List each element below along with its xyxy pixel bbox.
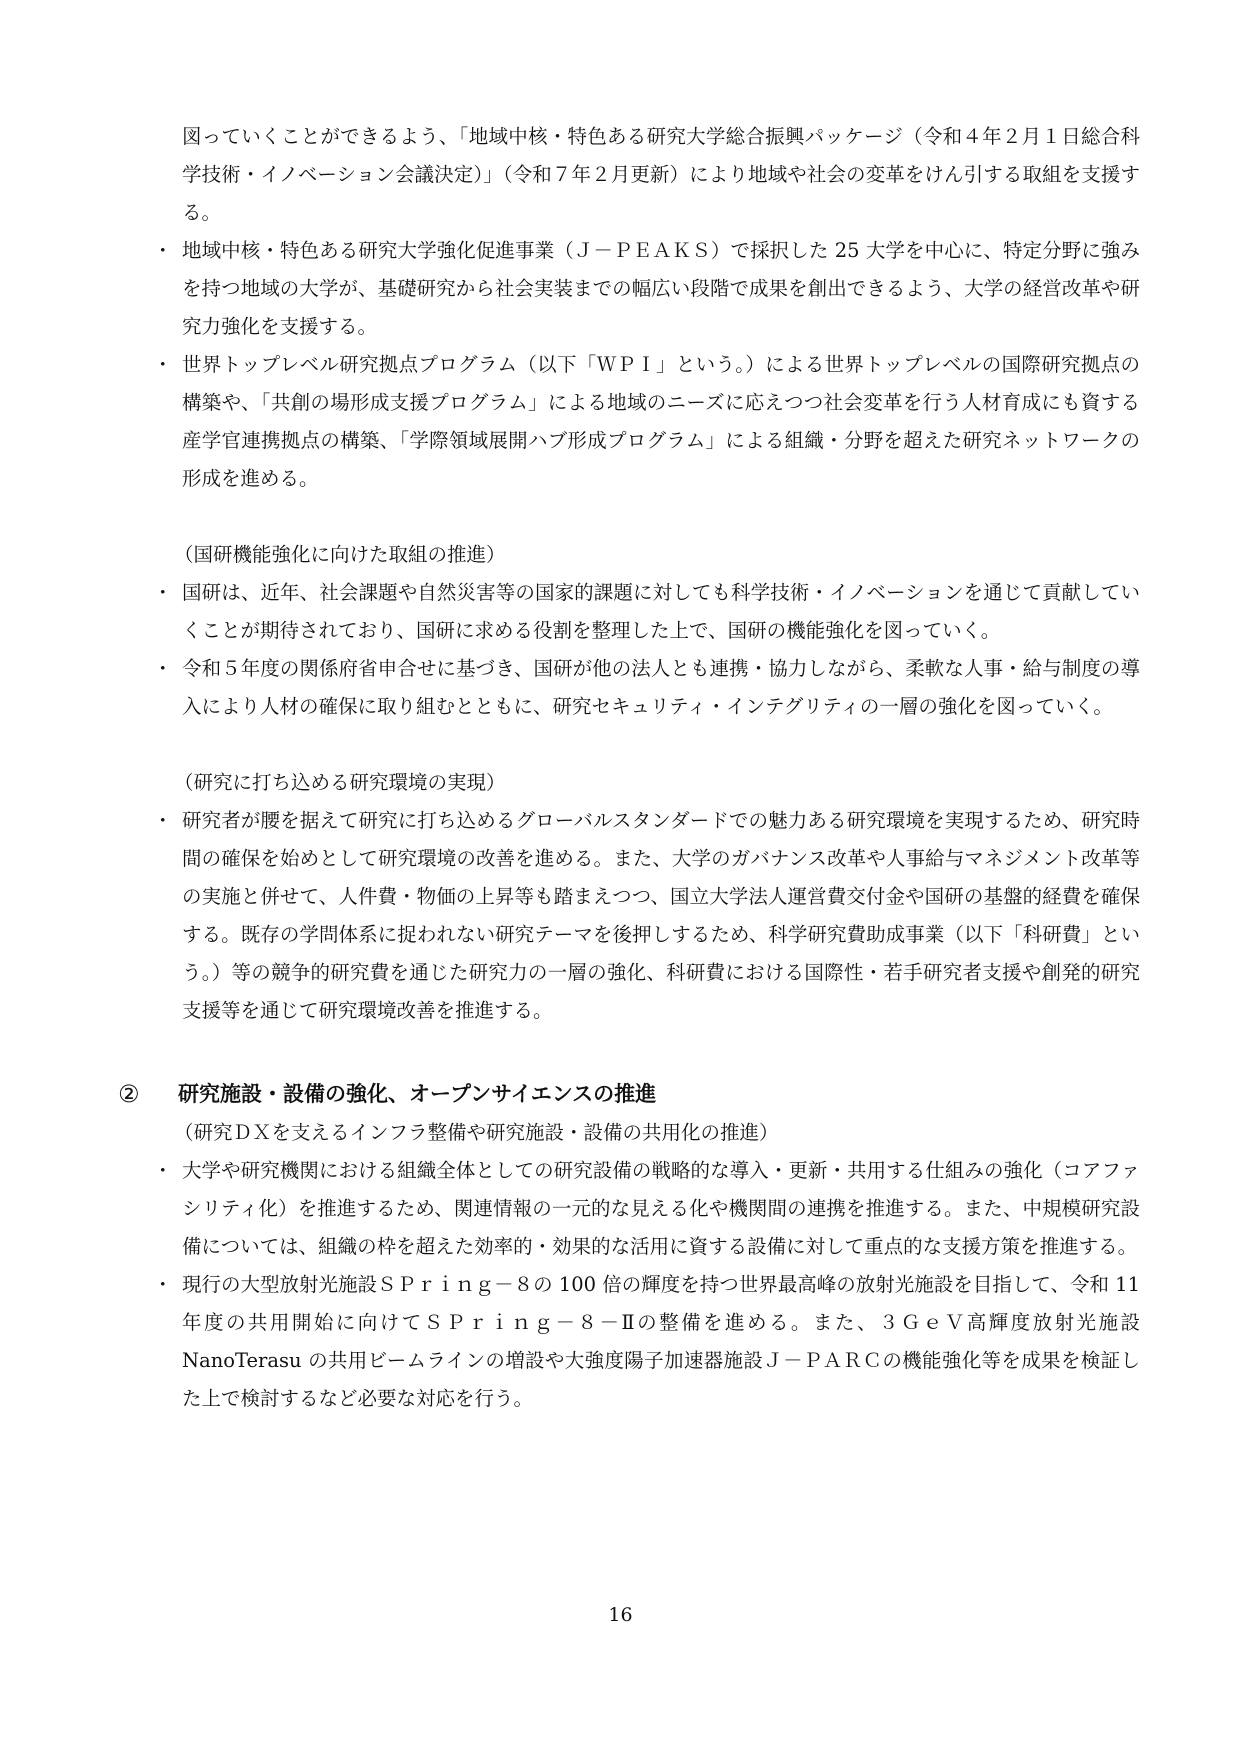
- bullet-item-kokken-personnel: [150, 650, 1140, 726]
- page-content: [118, 118, 1140, 1418]
- bullet-marker: ・: [153, 239, 173, 262]
- bullet-item-text: 研究者が腰を据えて研究に打ち込めるグローバルスタンダードでの魅力ある研究環境を実現するため、研究時間の確保を始めとして研究環境の改善を進める。また、大学のガバナンス改革や人事給与マネジメント改革等の実施と併せて、人件費・物価の上昇等も踏まえつつ、国立大学法人運営費交付金や国研の基盤的経費を確保する。既存の学問体系に捉われない研究テーマを後押しするため、科学研究費助成事業（以下「科研費」という。）等の競争的研究費を通じた研究力の一層の強化、科研費における国際性・若手研究者支援や創発的研究支援等を通じて研究環境改善を推進する。: [182, 809, 1140, 1022]
- bullet-marker: ・: [153, 1159, 173, 1182]
- section1-bullet-list: [150, 232, 1140, 498]
- bullet-item-text: 大学や研究機関における組織全体としての研究設備の戦略的な導入・更新・共用する仕組みの強化（コアファシリティ化）を推進するため、関連情報の一元的な見える化や機関間の連携を推進する。また、中規模研究設備については、組織の枠を超えた効率的・効果的な活用に資する設備に対して重点的な支援方策を推進する。: [182, 1159, 1140, 1258]
- subheading-kokken: （国研機能強化に向けた取組の推進）: [174, 543, 506, 566]
- bullet-marker: ・: [153, 353, 173, 376]
- bullet-item-spring8: [150, 1266, 1140, 1418]
- section2-bullet-list: [150, 1152, 1140, 1418]
- bullet-item-text: 地域中核・特色ある研究大学強化促進事業（Ｊ－ＰＥＡＫＳ）で採択した 25 大学を中心に、特定分野に強みを持つ地域の大学が、基礎研究から社会実装までの幅広い段階で成果を創出できるよう、大学の経営改革や研究力強化を支援する。: [182, 239, 1140, 338]
- section2-number: ②: [118, 1080, 140, 1108]
- page-number: 16: [608, 1604, 633, 1626]
- environment-bullet-list: [150, 802, 1140, 1030]
- bullet-item-text: 世界トップレベル研究拠点プログラム（以下「ＷＰＩ」という。）による世界トップレベルの国際研究拠点の構築や、「共創の場形成支援プログラム」による地域のニーズに応えつつ社会変革を行う人材育成にも資する産学官連携拠点の構築、「学際領域展開ハブ形成プログラム」による組織・分野を超えた研究ネットワークの形成を進める。: [182, 353, 1140, 490]
- section2-heading: [118, 1074, 1140, 1114]
- bullet-marker: ・: [153, 581, 173, 604]
- bullet-item-core-facility: [150, 1152, 1140, 1266]
- bullet-item-j-peaks: [150, 232, 1140, 346]
- kokken-bullet-list: [150, 574, 1140, 726]
- bullet-item-kokken-role: [150, 574, 1140, 650]
- bullet-item-wpi: [150, 346, 1140, 498]
- bullet-marker: ・: [153, 657, 173, 680]
- section2-title: 研究施設・設備の強化、オープンサイエンスの推進: [178, 1082, 657, 1106]
- bullet-item-text: 現行の大型放射光施設ＳＰｒｉｎｇ－８の 100 倍の輝度を持つ世界最高峰の放射光施設を目指して、令和 11 年度の共用開始に向けてＳＰｒｉｎｇ－８－Ⅱの整備を進める。また、３ＧｅＶ高輝度放射光施設 NanoTerasu の共用ビームラインの増設や大強度陽子加速器施設Ｊ－ＰＡＲＣの機能強化等を成果を検証した上で検討するなど必要な対応を行う。: [182, 1273, 1140, 1410]
- bullet-marker: ・: [153, 809, 173, 832]
- bullet-item-text: 令和５年度の関係府省申合せに基づき、国研が他の法人とも連携・協力しながら、柔軟な人事・給与制度の導入により人材の確保に取り組むとともに、研究セキュリティ・インテグリティの一層の強化を図っていく。: [182, 657, 1140, 718]
- bullet-item-text: 国研は、近年、社会課題や自然災害等の国家的課題に対しても科学技術・イノベーションを通じて貢献していくことが期待されており、国研に求める役割を整理した上で、国研の機能強化を図っていく。: [182, 581, 1140, 642]
- intro-continuation-paragraph: 図っていくことができるよう、「地域中核・特色ある研究大学総合振興パッケージ（令和４年２月１日総合科学技術・イノベーション会議決定）」（令和７年２月更新）により地域や社会の変革をけん引する取組を支援する。: [182, 125, 1140, 224]
- subheading-research-dx: （研究ＤＸを支えるインフラ整備や研究施設・設備の共用化の推進）: [174, 1121, 779, 1144]
- bullet-marker: ・: [153, 1273, 173, 1296]
- bullet-item-research-environment: [150, 802, 1140, 1030]
- subheading-research-environment: （研究に打ち込める研究環境の実現）: [174, 771, 506, 794]
